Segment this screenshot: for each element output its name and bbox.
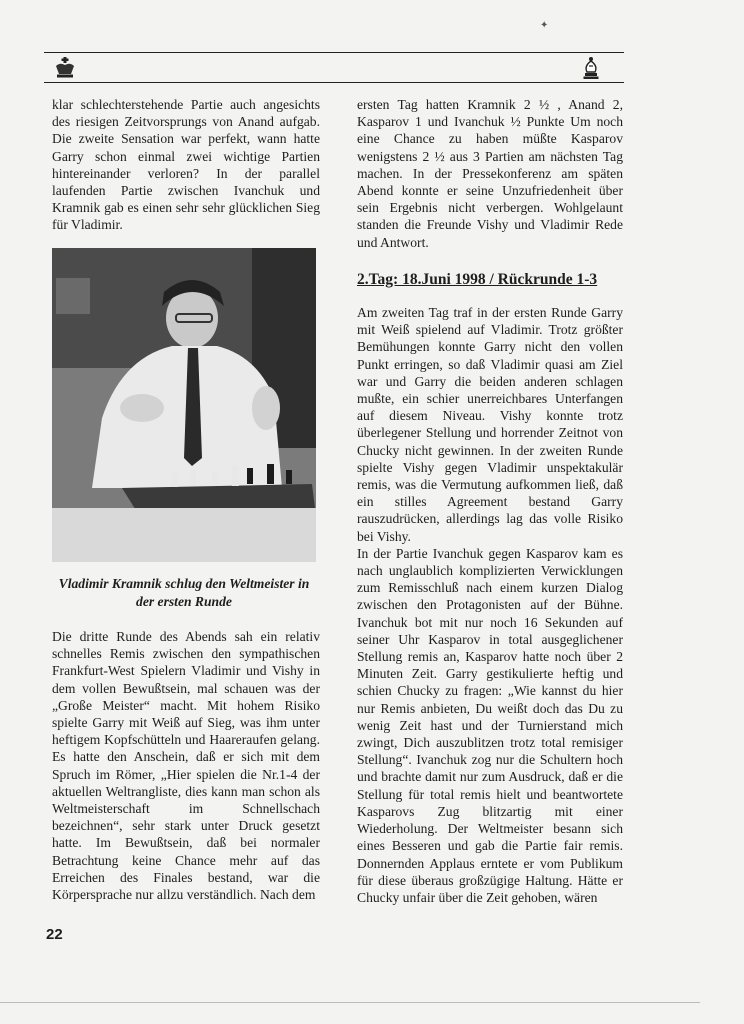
section-heading: 2.Tag: 18.Juni 1998 / Rückrunde 1-3	[357, 271, 598, 288]
king-chess-icon	[54, 56, 76, 80]
left-column-top	[52, 96, 320, 234]
photo-vladimir-kramnik	[52, 248, 316, 562]
right-column-bottom	[357, 304, 623, 906]
header-rule-lower	[44, 82, 624, 83]
bishop-chess-icon	[580, 56, 602, 80]
left-column-bottom	[52, 628, 320, 903]
header-rule	[44, 52, 624, 53]
scan-speck-mark: ✦	[540, 20, 549, 31]
right-paragraph-1: ersten Tag hatten Kramnik 2 ½ , Anand 2, Kasparov 1 und Ivanchuk ½ Punkte Um noch eine Chance zu haben müßte Kasparov wenigstens 2 ½ aus 3 Partien am nächsten Tag machen. In der Pressekonferenz am späten Abend konnte er seine Unzufriedenheit über sein Ergebnis nicht verbergen. Wohlgelaunt standen die Freunde Vishy und Vladimir Rede und Antwort.	[357, 97, 623, 250]
right-paragraph-3: In der Partie Ivanchuk gegen Kasparov kam es nach unglaublich komplizierten Verwicklungen zum Remisschluß nach einem kurzen Dialog zwischen den Protagonisten auf der Bühne. Ivanchuk bot mit nur noch 16 Sekunden auf seiner Uhr Kasparov in total ausgeglichener Stellung remis an, Kasparov hatte noch über 2 Minuten Zeit. Garry gestikulierte heftig und schien Chucky zu fragen: „Wie kannst du hier nur Remis anbieten, Du weißt doch das Du zu wenig Zeit hast und der Turnierstand mich zwingt, Dich auszublitzen trotz total remisiger Stellung“. Ivanchuk zog nur die Schultern hoch und brachte damit nur zum Ausdruck, daß er die Stellung für total remis hielt und beantwortete Kasparovs Zug blitzartig mit einer Wiederholung. Der Weltmeister besann sich eines Besseren und gab die Partie fair remis. Donnernden Applaus erntete er vom Publikum für diese überaus großzügige Haltung. Hätte er Chucky unfair über die Zeit gehoben, wären	[357, 545, 623, 905]
left-paragraph-1: klar schlechterstehende Partie auch angesichts des riesigen Zeitvorsprungs von Anand aufgab. Die zweite Sensation war perfekt, wann hatte Garry schon einmal zwei wichtige Partien hintereinander verloren? In der parallel laufenden Partie zwischen Ivanchuk und Kramnik gab es einen sehr sehr glücklichen Sieg für Vladimir.	[52, 97, 320, 233]
left-paragraph-2: Die dritte Runde des Abends sah ein relativ schnelles Remis zwischen den sympathischen Frankfurt-West Spielern Vladimir und Vishy in dem vollen Bewußtsein, mal schauen was der „Große Meister“ macht. Mit hohem Risiko spielte Garry mit Weiß auf Sieg, was ihm unter heftigem Kopfschütteln und Haareraufen gelang. Es hatte den Anschein, daß er sich mit dem Spruch im Römer, „Hier spielen die Nr.1-4 der aktuellen Weltrangliste, dies kann man schon als Weltmeisterschaft im Schnellschach bezeichnen“, sehr stark unter Druck gesetzt hatte. Im Bewußtsein, daß bei normaler Betrachtung keine Chance mehr auf das Erreichen des Finales bestand, war die Körpersprache nur allzu verständlich. Nach dem	[52, 629, 320, 903]
page-number: 22	[46, 926, 63, 943]
right-paragraph-2: Am zweiten Tag traf in der ersten Runde Garry mit Weiß spielend auf Vladimir. Trotz größter Bemühungen konnte Garry nicht den vollen Punkt erringen, so daß Vladimir quasi am Ziel war und Garry die beiden anderen schlagen mußte, ein schier unerreichbares Unterfangen auf diesem Niveau. Vishy konnte trotz überlegener Stellung und horrender Zeitnot von Chucky nicht gewinnen. In der zweiten Runde spielte Vishy gegen Vladimir unspektakulär remis, was die Vermutung aufkommen ließ, daß ein stilles Agreement bestand Garry rauszudrücken, allerdings lag das volle Risiko bei Vishy.	[357, 305, 623, 544]
photo-caption: Vladimir Kramnik schlug den Weltmeister in der ersten Runde	[58, 576, 310, 609]
right-column-top	[357, 96, 623, 251]
footer-rule	[0, 1002, 700, 1003]
